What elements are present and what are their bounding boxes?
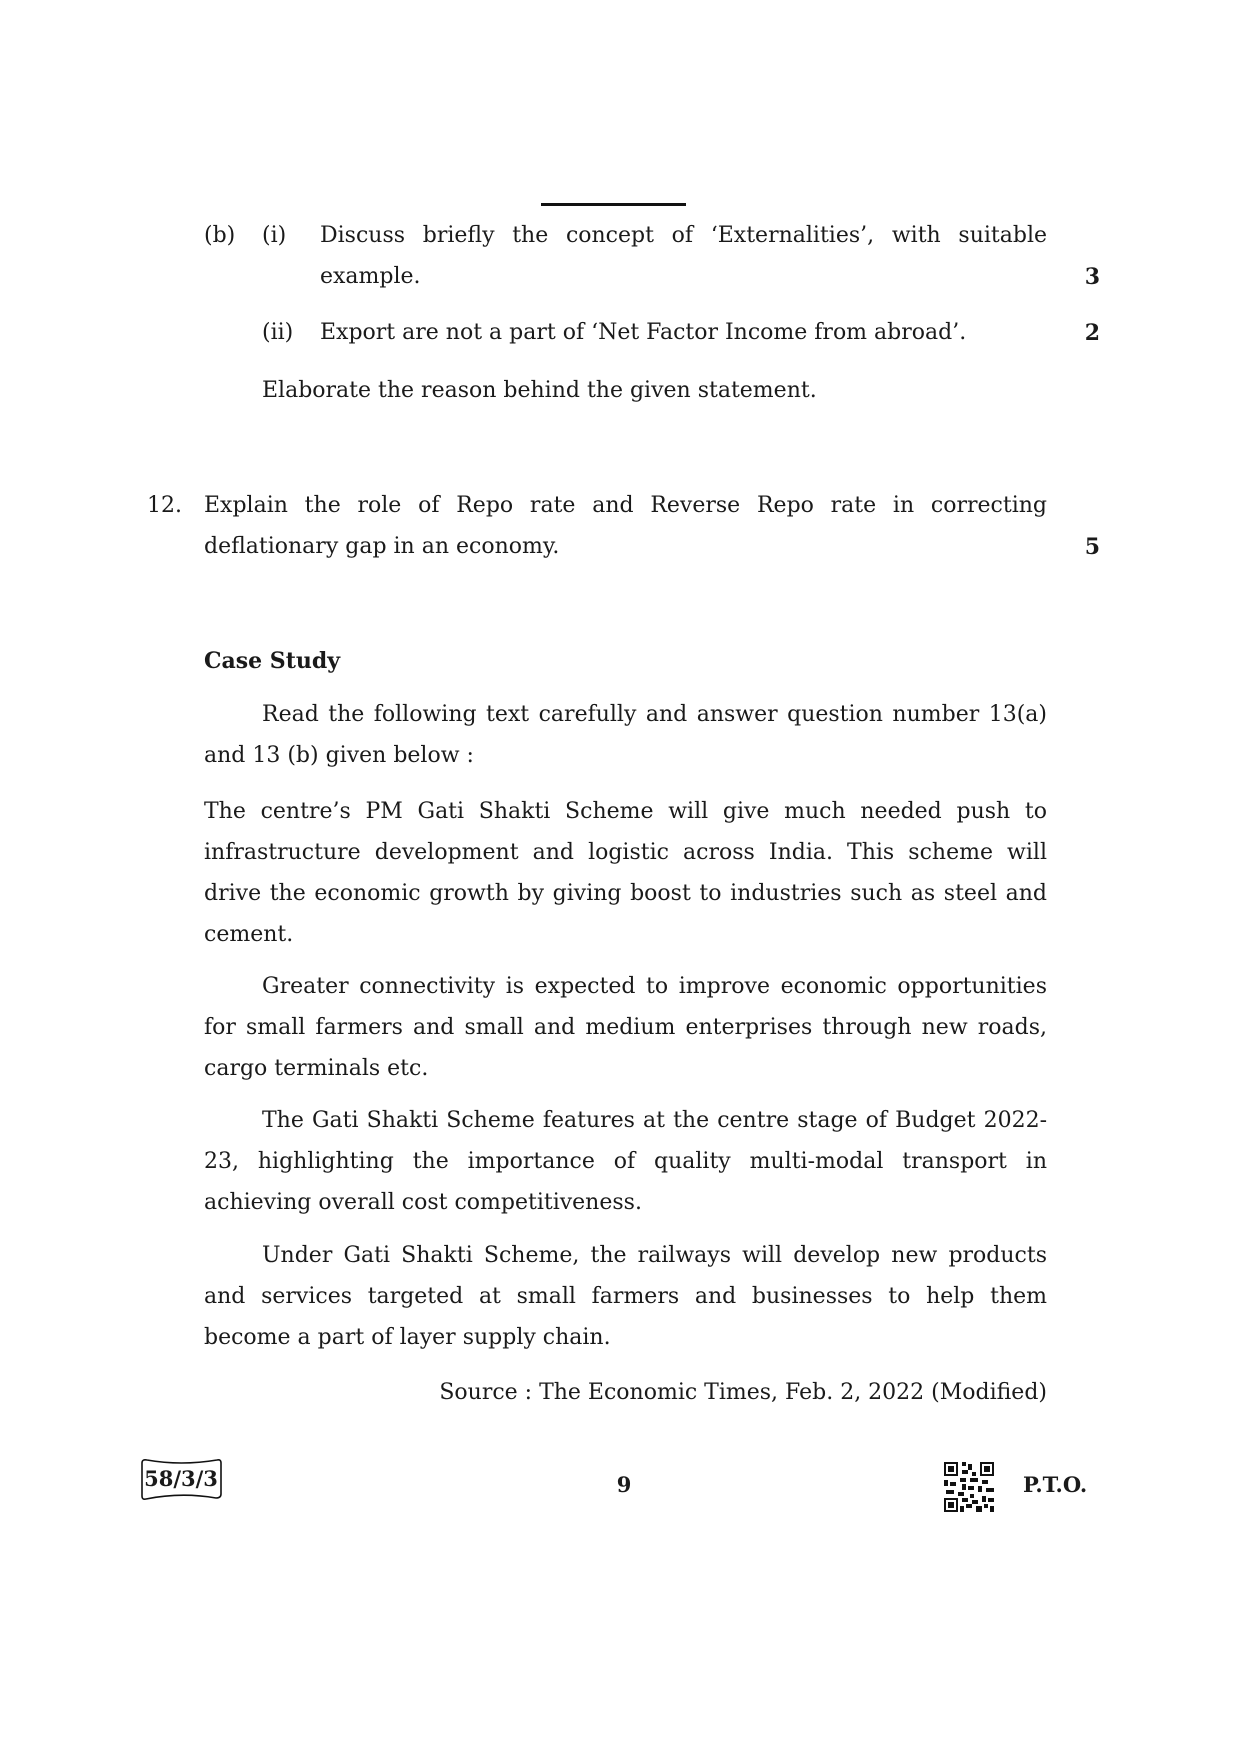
case-source: Source : The Economic Times, Feb. 2, 2022 (Modified) bbox=[439, 1380, 1047, 1405]
case-p1-line: infrastructure development and logistic across India. This scheme will bbox=[204, 840, 1047, 865]
top-rule bbox=[541, 203, 686, 206]
q11b-label: (b) bbox=[204, 223, 236, 248]
qr-code-icon bbox=[944, 1462, 994, 1512]
q11b-i-line2: example. bbox=[320, 264, 421, 289]
q11b-ii-marks: 2 bbox=[1084, 320, 1100, 346]
case-paragraph-4 bbox=[204, 1235, 1047, 1358]
case-p1-line: drive the economic growth by giving boost to industries such as steel and bbox=[204, 881, 1047, 906]
case-paragraph-1 bbox=[204, 791, 1047, 955]
case-paragraph-2 bbox=[204, 966, 1047, 1089]
paper-code-badge bbox=[139, 1458, 223, 1504]
q11b-i-label: (i) bbox=[262, 223, 287, 248]
case-study-heading: Case Study bbox=[204, 648, 341, 674]
case-p1-line: The centre’s PM Gati Shakti Scheme will give much needed push to bbox=[204, 799, 1047, 824]
case-p4-line: become a part of layer supply chain. bbox=[204, 1325, 611, 1350]
q11b-elaborate: Elaborate the reason behind the given statement. bbox=[262, 378, 817, 403]
case-p3-line: 23, highlighting the importance of quality multi-modal transport in bbox=[204, 1149, 1047, 1174]
case-p3-line: achieving overall cost competitiveness. bbox=[204, 1190, 642, 1215]
case-p4-line: Under Gati Shakti Scheme, the railways will develop new products bbox=[262, 1243, 1047, 1268]
case-p4-line: and services targeted at small farmers and businesses to help them bbox=[204, 1284, 1047, 1309]
q11b-i-marks: 3 bbox=[1084, 264, 1100, 290]
q11b-ii-text: Export are not a part of ‘Net Factor Income from abroad’. bbox=[320, 320, 967, 345]
q11b-ii-label: (ii) bbox=[262, 320, 294, 345]
case-intro-line2: and 13 (b) given below : bbox=[204, 743, 474, 768]
case-p2-line: for small farmers and small and medium enterprises through new roads, bbox=[204, 1015, 1047, 1040]
pto-label: P.T.O. bbox=[1023, 1472, 1088, 1497]
case-p3-line: The Gati Shakti Scheme features at the centre stage of Budget 2022- bbox=[262, 1108, 1047, 1133]
case-p2-line: cargo terminals etc. bbox=[204, 1056, 429, 1081]
page-number: 9 bbox=[616, 1472, 632, 1497]
case-p1-line: cement. bbox=[204, 922, 294, 947]
q12-number: 12. bbox=[147, 493, 182, 518]
q12-marks: 5 bbox=[1084, 534, 1100, 560]
case-paragraph-3 bbox=[204, 1100, 1047, 1223]
paper-code: 58/3/3 bbox=[144, 1466, 218, 1491]
q12-line1: Explain the role of Repo rate and Reverse Repo rate in correcting bbox=[204, 493, 1047, 518]
q12-line2: deflationary gap in an economy. bbox=[204, 534, 560, 559]
case-intro-line1: Read the following text carefully and answer question number 13(a) bbox=[262, 702, 1047, 727]
qr-code bbox=[944, 1462, 994, 1512]
q11b-i-line1: Discuss briefly the concept of ‘Externalities’, with suitable bbox=[320, 223, 1047, 248]
case-p2-line: Greater connectivity is expected to improve economic opportunities bbox=[262, 974, 1047, 999]
